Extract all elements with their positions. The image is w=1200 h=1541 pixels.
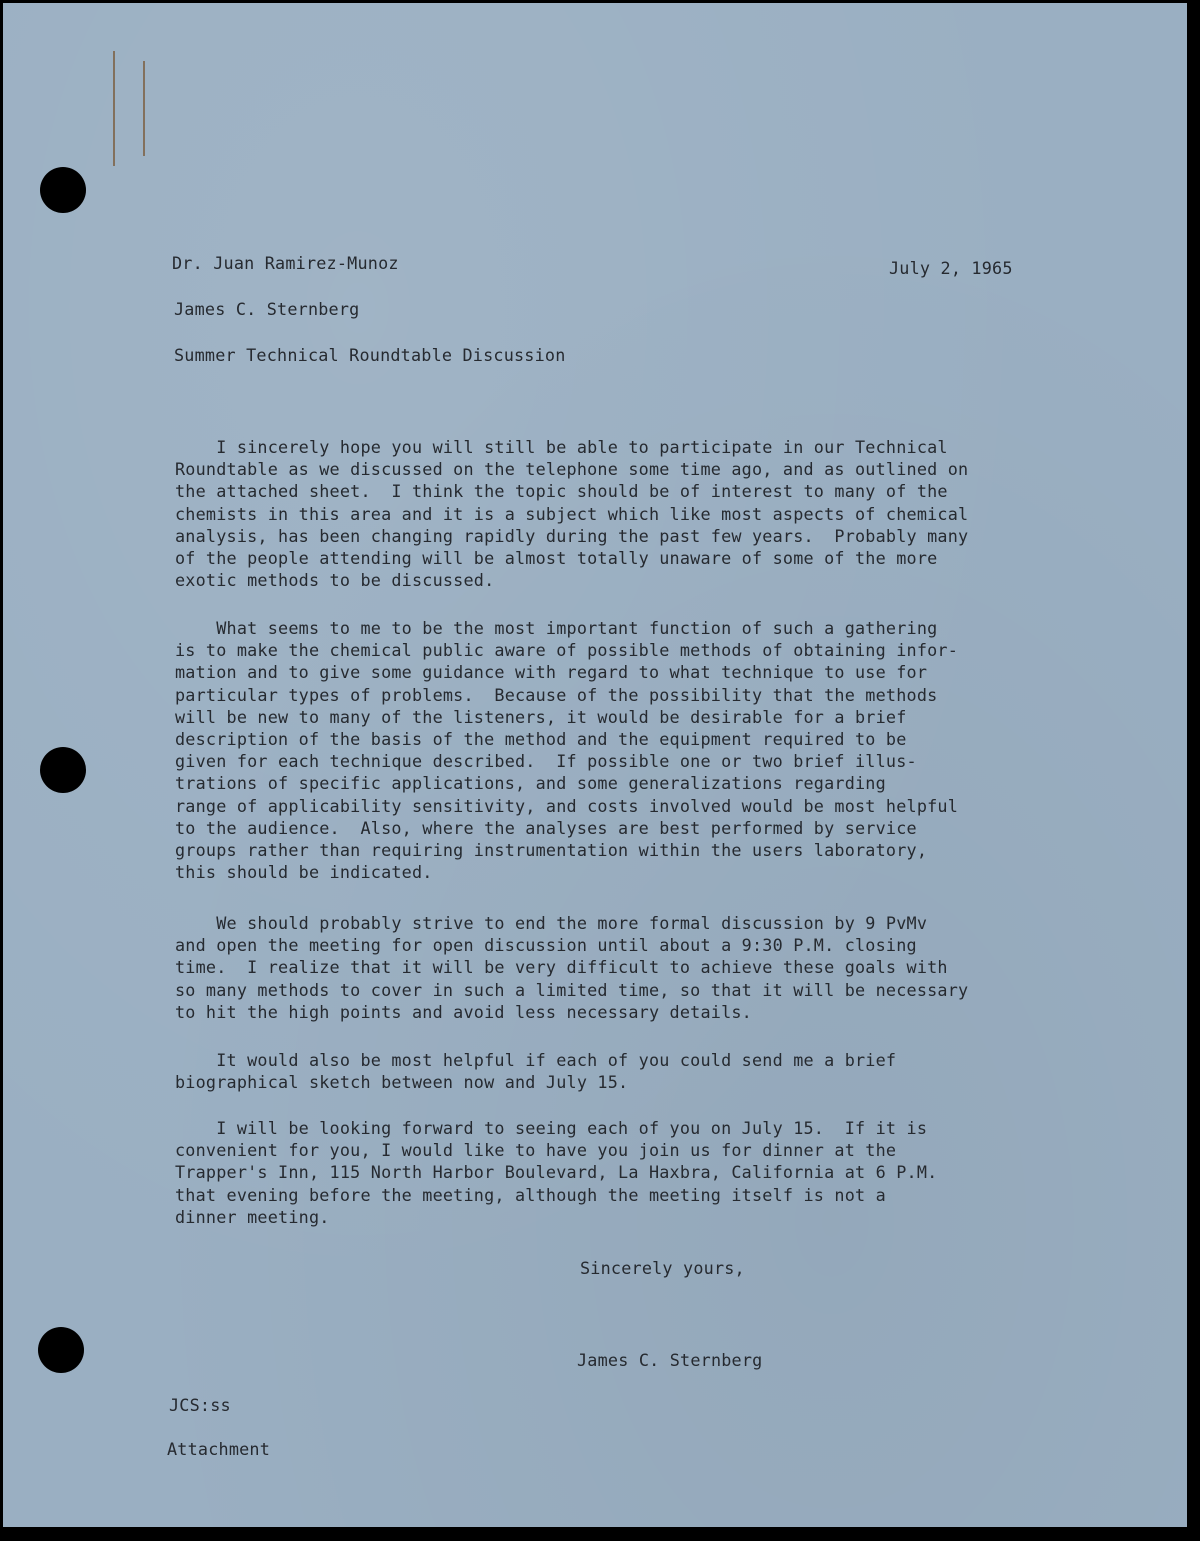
paragraph-4: It would also be most helpful if each of you could send me a brief biographical sketch between now and July 15. — [175, 1050, 897, 1093]
reference-initials: JCS:ss — [169, 1395, 231, 1415]
letter-sheet — [3, 3, 1187, 1527]
paragraph-2: What seems to me to be the most important function of such a gathering is to make the chemical public aware of possible methods of obtaining infor- mation and to give some guidance with regard to what technique to use for particular types of problems. Because of the possibility that the methods will be new to many of the listeners, it would be desirable for a brief description of the basis of the method and the equipment required to be given for each technique described. If possible one or two brief illus- trations of specific applications, and some generalizations regarding range of applicability sensitivity, and costs involved would be most helpful to the audience. Also, where the analyses are best performed by service groups rather than requiring instrumentation within the users laboratory, this should be indicated. — [175, 618, 959, 883]
binder-hole — [40, 167, 86, 213]
binder-hole — [38, 1327, 84, 1373]
paragraph-3: We should probably strive to end the more formal discussion by 9 PvMv and open the meeting for open discussion until about a 9:30 P.M. closing time. I realize that it will be very difficult to achieve these goals with so many methods to cover in such a limited time, so that it will be necessary to hit the high points and avoid less necessary details. — [175, 913, 969, 1022]
subject-line: Summer Technical Roundtable Discussion — [174, 345, 566, 365]
letter-date: July 2, 1965 — [889, 258, 1013, 278]
enclosure-note: Attachment — [167, 1439, 271, 1459]
paragraph-5: I will be looking forward to seeing each of you on July 15. If it is convenient for you, I would like to have you join us for dinner at the Trapper's Inn, 115 North Harbor Boulevard, La Haxbra, California at 6 P.M. that evening before the meeting, although the meeting itself is not a dinner meeting. — [175, 1118, 938, 1227]
binder-hole — [40, 747, 86, 793]
signature-name: James C. Sternberg — [577, 1350, 763, 1370]
paragraph-1: I sincerely hope you will still be able to participate in our Technical Roundtable as we discussed on the telephone some time ago, and as outlined on the attached sheet. I think the topic should be of interest to many of the chemists in this area and it is a subject which like most aspects of chemical analysis, has been changing rapidly during the past few years. Probably many of the people attending will be almost totally unaware of some of the more exotic methods to be discussed. — [175, 437, 969, 591]
sender: James C. Sternberg — [174, 299, 360, 319]
pencil-mark — [113, 51, 115, 166]
recipient: Dr. Juan Ramirez-Munoz — [172, 253, 399, 273]
pencil-mark — [143, 61, 145, 156]
complimentary-close: Sincerely yours, — [580, 1258, 745, 1278]
